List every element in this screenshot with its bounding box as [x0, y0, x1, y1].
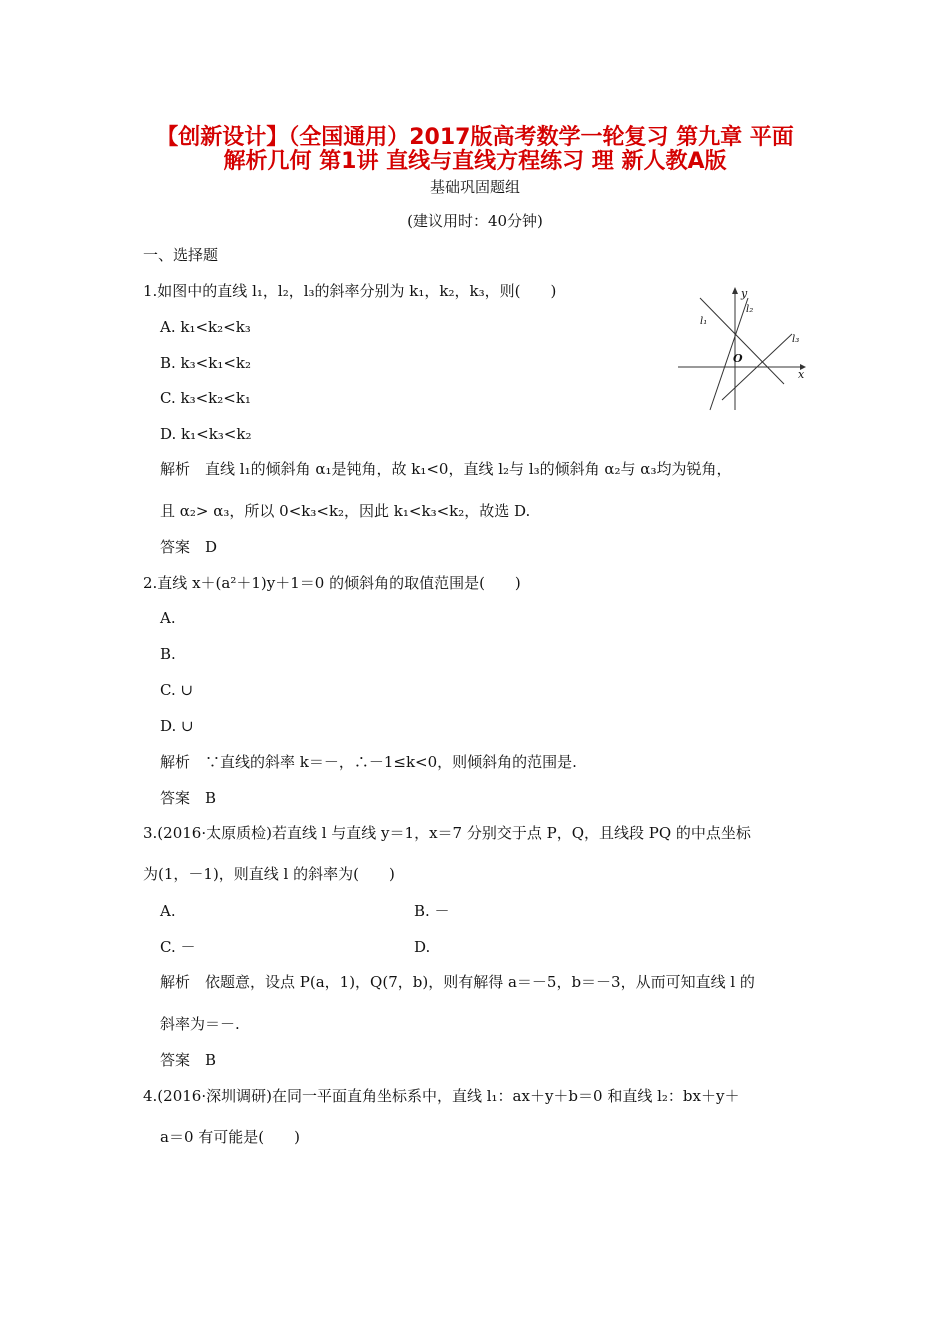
q1-option-b: B. k₃<k₁<k₂ [160, 354, 252, 372]
y-axis-arrow-icon [732, 287, 738, 294]
q1-stem: 1.如图中的直线 l₁，l₂，l₃的斜率分别为 k₁，k₂，k₃，则( ) [143, 282, 557, 300]
q2-option-b: B. [160, 645, 176, 663]
q4-stem-line-2: a＝0 有可能是( ) [160, 1128, 300, 1146]
q3-answer: 答案 B [160, 1051, 217, 1069]
section-subtitle: 基础巩固题组 [429, 178, 520, 196]
q3-option-b: B. － [414, 902, 450, 920]
q3-stem-line-1: 3.(2016·太原质检)若直线 l 与直线 y＝1，x＝7 分别交于点 P，Q，且线段 PQ 的中点坐标 [143, 824, 751, 842]
q2-option-c: C. ∪ [160, 681, 194, 699]
document-title-line-1: 【创新设计】（全国通用）2017版高考数学一轮复习 第九章 平面 [156, 125, 794, 150]
section-heading: 一、选择题 [143, 246, 219, 264]
q1-analysis-line-2: 且 α₂> α₃，所以 0<k₃<k₂，因此 k₁<k₃<k₂，故选 D. [160, 502, 531, 520]
q1-option-a: A. k₁<k₂<k₃ [160, 318, 251, 336]
q3-stem-line-2: 为(1，－1)，则直线 l 的斜率为( ) [143, 865, 395, 883]
x-axis-label: x [798, 368, 805, 381]
q3-option-c: C. － [160, 938, 196, 956]
time-note: (建议用时：40分钟) [407, 212, 543, 230]
q1-answer: 答案 D [160, 538, 218, 556]
q3-analysis-line-2: 斜率为＝－. [160, 1015, 240, 1033]
q3-option-d: D. [414, 938, 431, 956]
q2-answer: 答案 B [160, 789, 217, 807]
q1-option-d: D. k₁<k₃<k₂ [160, 425, 252, 443]
l2-label: l₂ [746, 304, 754, 315]
q3-analysis-line-1: 解析 依题意，设点 P(a，1)，Q(7，b)，则有解得 a＝－5，b＝－3，从而可知直线 l 的 [160, 973, 755, 991]
document-title-line-2: 解析几何 第1讲 直线与直线方程练习 理 新人教A版 [223, 149, 727, 174]
q1-option-c: C. k₃<k₂<k₁ [160, 389, 251, 407]
l3-label: l₃ [792, 334, 800, 345]
line-l1 [700, 298, 784, 384]
origin-label: O [733, 352, 743, 365]
l1-label: l₁ [700, 316, 708, 327]
q2-stem: 2.直线 x＋(a²＋1)y＋1＝0 的倾斜角的取值范围是( ) [143, 574, 521, 592]
y-axis-label: y [741, 287, 748, 300]
q2-option-d: D. ∪ [160, 717, 194, 735]
q1-analysis-line-1: 解析 直线 l₁的倾斜角 α₁是钝角，故 k₁<0，直线 l₂与 l₃的倾斜角 α₂与 α₃均为锐角， [160, 460, 732, 478]
q2-analysis: 解析 ∵直线的斜率 k＝－，∴－1≤k<0，则倾斜角的范围是. [160, 753, 577, 771]
q3-option-a: A. [160, 902, 176, 920]
q2-option-a: A. [160, 609, 176, 627]
q4-stem-line-1: 4.(2016·深圳调研)在同一平面直角坐标系中，直线 l₁：ax＋y＋b＝0 和直线 l₂：bx＋y＋ [143, 1087, 740, 1105]
q1-line-figure [672, 284, 812, 414]
